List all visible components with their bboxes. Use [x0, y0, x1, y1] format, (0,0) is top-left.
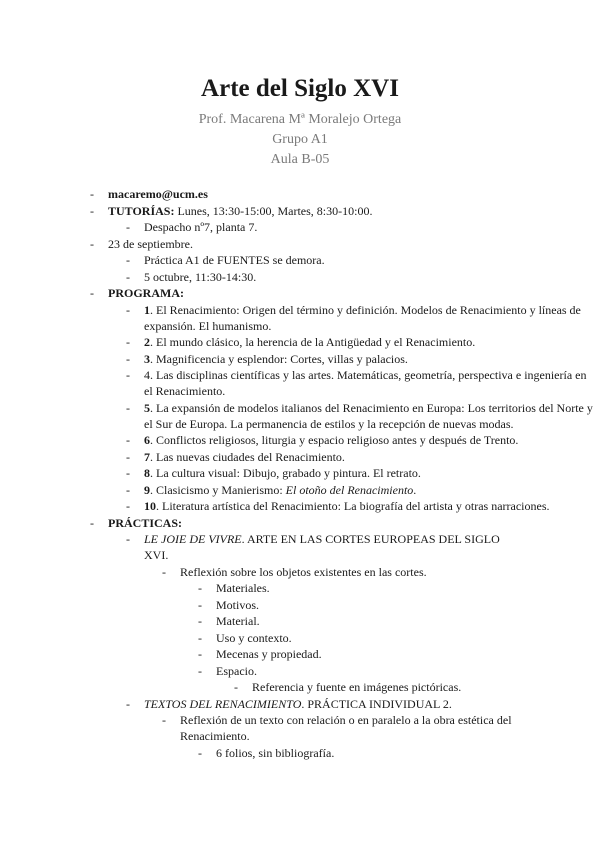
- page-title: Arte del Siglo XVI: [201, 75, 399, 102]
- practice-detail-motivos: - Motivos.: [198, 597, 260, 612]
- practice-detail-material: - Material.: [198, 614, 260, 628]
- practice-detail-mecenas: - Mecenas y propiedad.: [198, 647, 322, 661]
- list-item-tutorias: - TUTORÍAS: Lunes, 13:30-15:00, Martes, 8:30-10:00.: [90, 203, 373, 218]
- list-item-practicas: - PRÁCTICAS:: [90, 515, 183, 530]
- professor-name: Prof. Macarena Mª Moralejo Ortega: [198, 112, 402, 127]
- practice-subitem-reflexion-cortes: - Reflexión sobre los objetos existentes en las cortes.: [162, 564, 427, 579]
- list-item-email: - macaremo@ucm.es: [0, 186, 600, 202]
- practice-detail-espacio: - Espacio.: [198, 663, 257, 678]
- program-item-3: - 3. Magnificencia y esplendor: Cortes, villas y palacios.: [126, 351, 408, 366]
- practice-item-textos: - TEXTOS DEL RENACIMIENTO. PRÁCTICA INDIVIDUAL 2.: [126, 696, 452, 711]
- group-name: Grupo A1: [272, 132, 328, 147]
- program-item-4: - 4. Las disciplinas científicas y las artes. Matemáticas, geometría, perspectiva e ingeniería en el Renacimiento.: [126, 368, 587, 398]
- program-item-10: - 10. Literatura artística del Renacimiento: La biografía del artista y otras narraciones.: [126, 499, 550, 513]
- program-item-1: - 1. El Renacimiento: Origen del término y definición. Modelos de Renacimiento y líneas de expansión. El humanismo.: [126, 302, 581, 333]
- list-item-fecha: - 23 de septiembre.: [90, 236, 193, 251]
- email-link[interactable]: macaremo@ucm.es: [108, 187, 208, 201]
- program-item-6: - 6. Conflictos religiosos, liturgia y espacio religioso antes y después de Trento.: [126, 433, 519, 447]
- list-item-despacho: - Despacho nº7, planta 7.: [126, 220, 258, 234]
- program-item-8: - 8. La cultura visual: Dibujo, grabado y pintura. El retrato.: [126, 466, 421, 480]
- syllabus-list: [0, 186, 600, 761]
- list-item-practica-fuentes: - Práctica A1 de FUENTES se demora.: [126, 253, 325, 267]
- list-item-programa: - PROGRAMA:: [90, 286, 184, 300]
- practice-detail-uso: - Uso y contexto.: [198, 630, 292, 645]
- program-item-2: - 2. El mundo clásico, la herencia de la Antigüedad y el Renacimiento.: [126, 335, 476, 349]
- program-item-5: - 5. La expansión de modelos italianos del Renacimiento en Europa: Los territorios del Norte y el Sur de Europa. La permanencia de estilos y la recepción de nuevas modas.: [126, 400, 593, 431]
- program-item-7: - 7. Las nuevas ciudades del Renacimiento.: [126, 449, 345, 464]
- program-item-9: - 9. Clasicismo y Manierismo: El otoño del Renacimiento.: [126, 482, 417, 497]
- practice-detail-materiales: - Materiales.: [198, 581, 270, 595]
- practice-detail-folios: - 6 folios, sin bibliografía.: [198, 745, 335, 760]
- practice-detail-referencia: - Referencia y fuente en imágenes pictóricas.: [234, 680, 462, 694]
- list-item-octubre: - 5 octubre, 11:30-14:30.: [126, 269, 257, 284]
- practice-item-joie: - LE JOIE DE VIVRE. ARTE EN LAS CORTES EUROPEAS DEL SIGLO XVI.: [126, 532, 500, 562]
- practice-subitem-reflexion-texto: - Reflexión de un texto con relación o en paralelo a la obra estética del Renacimiento.: [162, 713, 512, 743]
- room-name: Aula B-05: [270, 152, 330, 167]
